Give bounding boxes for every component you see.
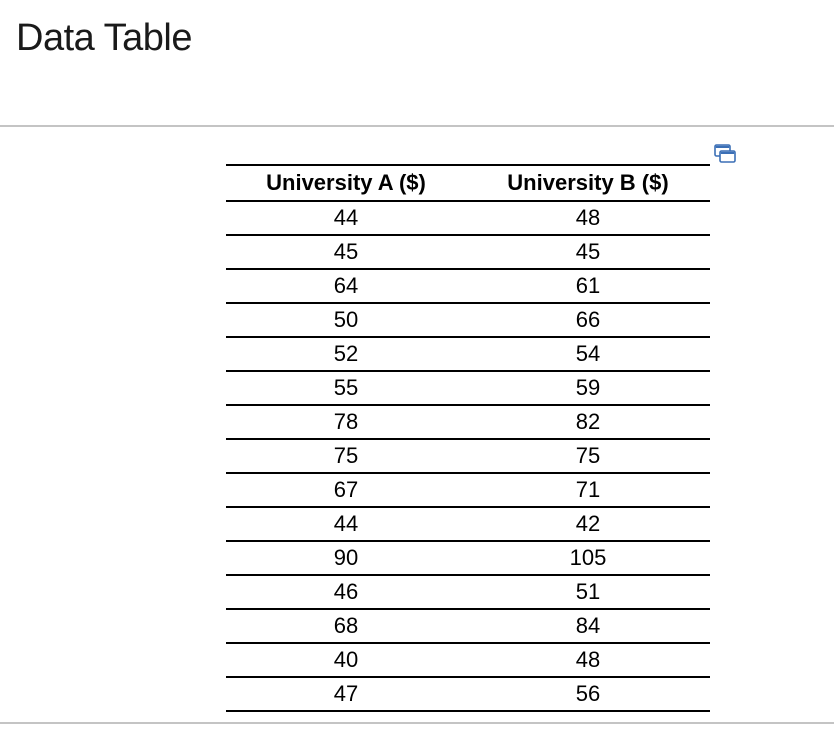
table-row (226, 371, 710, 405)
cell-university-b: 82 (466, 405, 710, 439)
cell-university-b: 45 (466, 235, 710, 269)
cell-university-b: 51 (466, 575, 710, 609)
cell-university-b: 105 (466, 541, 710, 575)
cell-university-b: 54 (466, 337, 710, 371)
column-header-university-b: University B ($) (466, 165, 710, 201)
table-row (226, 609, 710, 643)
table-row (226, 677, 710, 711)
cell-university-a: 40 (226, 643, 466, 677)
cell-university-b: 61 (466, 269, 710, 303)
cell-university-a: 64 (226, 269, 466, 303)
table-row (226, 303, 710, 337)
cell-university-b: 48 (466, 201, 710, 235)
cell-university-b: 59 (466, 371, 710, 405)
page-title: Data Table (16, 17, 192, 59)
cell-university-b: 42 (466, 507, 710, 541)
table-row (226, 201, 710, 235)
cell-university-a: 45 (226, 235, 466, 269)
cell-university-a: 90 (226, 541, 466, 575)
table-row (226, 643, 710, 677)
table-row (226, 269, 710, 303)
cell-university-b: 66 (466, 303, 710, 337)
cell-university-b: 56 (466, 677, 710, 711)
cell-university-b: 75 (466, 439, 710, 473)
table-row (226, 439, 710, 473)
table-row (226, 507, 710, 541)
data-table (226, 164, 710, 712)
table-row (226, 405, 710, 439)
cell-university-a: 55 (226, 371, 466, 405)
cell-university-a: 68 (226, 609, 466, 643)
cell-university-a: 52 (226, 337, 466, 371)
cell-university-a: 44 (226, 507, 466, 541)
cell-university-a: 46 (226, 575, 466, 609)
table-header-row (226, 165, 710, 201)
cell-university-b: 84 (466, 609, 710, 643)
cell-university-a: 50 (226, 303, 466, 337)
cell-university-a: 44 (226, 201, 466, 235)
table-row (226, 575, 710, 609)
bottom-divider (0, 722, 834, 724)
table-row (226, 235, 710, 269)
cell-university-a: 67 (226, 473, 466, 507)
table-row (226, 337, 710, 371)
table-row (226, 541, 710, 575)
column-header-university-a: University A ($) (226, 165, 466, 201)
copy-icon[interactable] (713, 143, 737, 165)
cell-university-b: 48 (466, 643, 710, 677)
cell-university-b: 71 (466, 473, 710, 507)
cell-university-a: 47 (226, 677, 466, 711)
cell-university-a: 75 (226, 439, 466, 473)
table-row (226, 473, 710, 507)
cell-university-a: 78 (226, 405, 466, 439)
top-divider (0, 125, 834, 127)
